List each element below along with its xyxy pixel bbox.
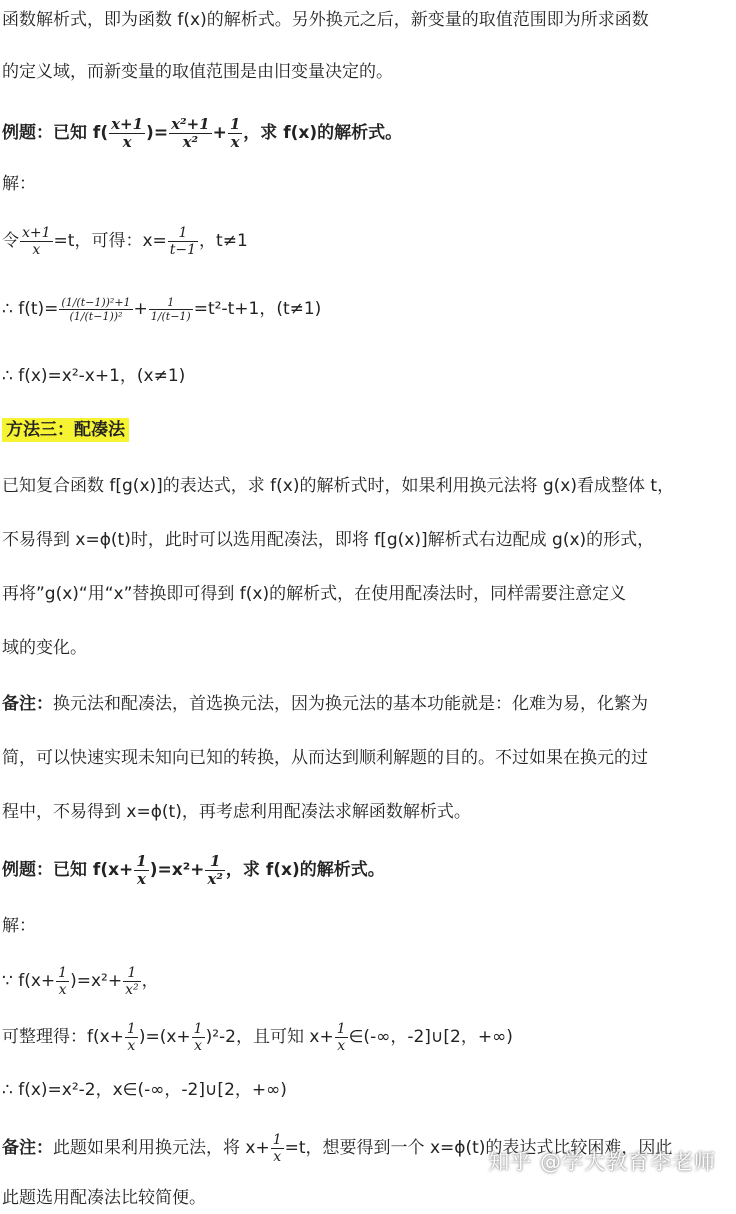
fraction: [149, 297, 193, 322]
ft-line: ∴ f(t)= $\frac{\text{(1/(t−1))²+1}}{\text{(1/(t−1))²}}$ + $\frac{1}{1/(t-1)}$ =t²-t+1，(t≠1): [2, 295, 322, 323]
paragraph-line: [2, 744, 732, 772]
text: 可整理得：f(x+: [2, 1027, 124, 1047]
text: 此题选用配凑法比较简便。: [2, 1188, 206, 1208]
text: =t，想要得到一个 x=ϕ(t)的表达式比较困难，因此: [284, 1138, 673, 1158]
numerator: 1: [193, 1020, 203, 1037]
text: 的定义域，而新变量的取值范围是由旧变量决定的。: [2, 62, 393, 82]
numerator: 1: [126, 1020, 136, 1037]
fraction: [125, 1022, 138, 1053]
because-symbol: ∵: [2, 971, 13, 991]
text: )=(x+: [138, 1027, 191, 1047]
paragraph-line: [2, 526, 732, 554]
numerator: 1: [149, 297, 193, 310]
text: 解：: [2, 916, 36, 936]
example-2-heading: [2, 850, 732, 890]
text: 不易得到 x=ϕ(t)时，此时可以选用配凑法，即将 f[g(x)]解析式右边配成 g(x)的形式，: [2, 530, 655, 550]
example-label: 例题：已知 f(: [2, 123, 109, 143]
question-text: ，求 f(x)的解析式。: [225, 860, 385, 880]
method-3-heading: [2, 416, 732, 444]
watermark: 知乎 @学大教育李老师: [488, 1150, 716, 1174]
note-label: 备注：: [2, 1138, 53, 1158]
text: 换元法和配凑法，首选换元法，因为换元法的基本功能就是：化难为易，化繁为: [53, 694, 648, 714]
text: =t，可得：x=: [53, 231, 167, 251]
numerator: 1: [205, 854, 225, 871]
fraction: [168, 226, 198, 257]
paragraph-line: [2, 634, 732, 662]
paragraph-line: [2, 580, 732, 608]
example-label: 例题：已知 f(x+: [2, 860, 134, 880]
fraction: [169, 114, 212, 151]
text: 再将”g(x)“用“x”替换即可得到 f(x)的解析式，在使用配凑法时，同样需要注意定义: [2, 584, 627, 604]
denominator: 1/(t−1): [150, 309, 191, 323]
text: ，: [141, 971, 159, 991]
example-1-heading: 例题：已知 f( $\frac{x+1}{x}$ )= $\frac{\text{x²+1}}{\text{x²}}$ + $\frac{1}{x}$ ，求 f(x)的解析式。: [2, 114, 403, 151]
denominator: x: [127, 1037, 136, 1054]
denominator: x: [337, 1037, 346, 1054]
fx-result-1: [2, 362, 732, 390]
numerator: x²+1: [171, 114, 210, 133]
text: )=x²+: [149, 860, 205, 880]
text: ∈(-∞，-2]∪[2，+∞): [348, 1027, 513, 1047]
text: =t²-t+1，(t≠1): [193, 299, 322, 319]
highlighted-heading: 方法三：配凑法: [2, 418, 129, 442]
text: f(x)=x²-2，x∈(-∞，-2]∪[2，+∞): [18, 1080, 287, 1100]
numerator: 1: [229, 114, 241, 133]
fraction: [192, 1022, 205, 1053]
note-line: [2, 690, 732, 718]
text: f(x)=x²-x+1，(x≠1): [18, 366, 186, 386]
denominator: x²: [125, 981, 139, 998]
numerator: (1/(t−1))²+1: [61, 295, 131, 309]
numerator: 1: [58, 964, 68, 981]
numerator: 1: [136, 851, 147, 870]
substitution-line: [2, 222, 732, 260]
denominator: x²: [182, 132, 199, 151]
fraction: [335, 1022, 348, 1053]
text: f(t)=: [18, 299, 59, 319]
paragraph-line: [2, 58, 732, 86]
text: 解：: [2, 174, 36, 194]
text: )=x²+: [70, 971, 123, 991]
text: f(x+: [18, 971, 56, 991]
denominator: x: [137, 869, 146, 888]
text: 程中，不易得到 x=ϕ(t)，再考虑利用配凑法求解函数解析式。: [2, 802, 471, 822]
fraction: [271, 1133, 284, 1164]
because-line: [2, 960, 732, 1002]
numerator: 1: [336, 1020, 346, 1037]
denominator: x: [122, 132, 132, 151]
fraction: [205, 851, 225, 888]
denominator: x: [230, 132, 240, 151]
denominator: x: [194, 1037, 203, 1054]
denominator: (1/(t−1))²: [69, 309, 123, 323]
denominator: x²: [207, 869, 223, 888]
text: 域的变化。: [2, 638, 87, 658]
therefore-symbol: ∴: [2, 1080, 13, 1100]
fraction: [123, 966, 141, 997]
fraction: [59, 297, 132, 322]
note-label: 备注：: [2, 694, 53, 714]
denominator: x: [32, 241, 41, 258]
text: 已知复合函数 f[g(x)]的表达式，求 f(x)的解析式时，如果利用换元法将 g(x)看成整体 t，: [2, 476, 675, 496]
text: )²-2，且可知 x+: [205, 1027, 334, 1047]
text: 令: [2, 231, 19, 251]
denominator: x: [58, 981, 67, 998]
fx-result-2: [2, 1076, 732, 1104]
denominator: t−1: [169, 241, 197, 258]
arrange-line: [2, 1016, 732, 1058]
numerator: 1: [123, 966, 141, 982]
numerator: x+1: [22, 224, 51, 241]
text: 此题如果利用换元法，将 x+: [53, 1138, 270, 1158]
fraction: [134, 851, 148, 888]
fraction: [109, 114, 145, 151]
paragraph-line: [2, 798, 732, 826]
text: 函数解析式，即为函数 f(x)的解析式。另外换元之后，新变量的取值范围即为所求函数: [2, 10, 649, 30]
solution-label: [2, 170, 732, 198]
text: 简，可以快速实现未知向已知的转换，从而达到顺利解题的目的。不过如果在换元的过: [2, 748, 648, 768]
paragraph-line: [2, 472, 732, 500]
numerator: x+1: [111, 114, 144, 133]
numerator: 1: [168, 226, 198, 242]
solution-label: [2, 912, 732, 940]
fraction: [228, 114, 242, 151]
text: ，t≠1: [199, 231, 248, 251]
paragraph-line: [2, 1184, 732, 1212]
fraction: [56, 966, 69, 997]
paragraph-line: [2, 6, 732, 34]
question-text: ，求 f(x)的解析式。: [243, 123, 403, 143]
therefore-symbol: ∴: [2, 299, 13, 319]
therefore-symbol: ∴: [2, 366, 13, 386]
numerator: 1: [272, 1131, 282, 1148]
denominator: x: [273, 1148, 282, 1165]
fraction: [20, 226, 53, 257]
